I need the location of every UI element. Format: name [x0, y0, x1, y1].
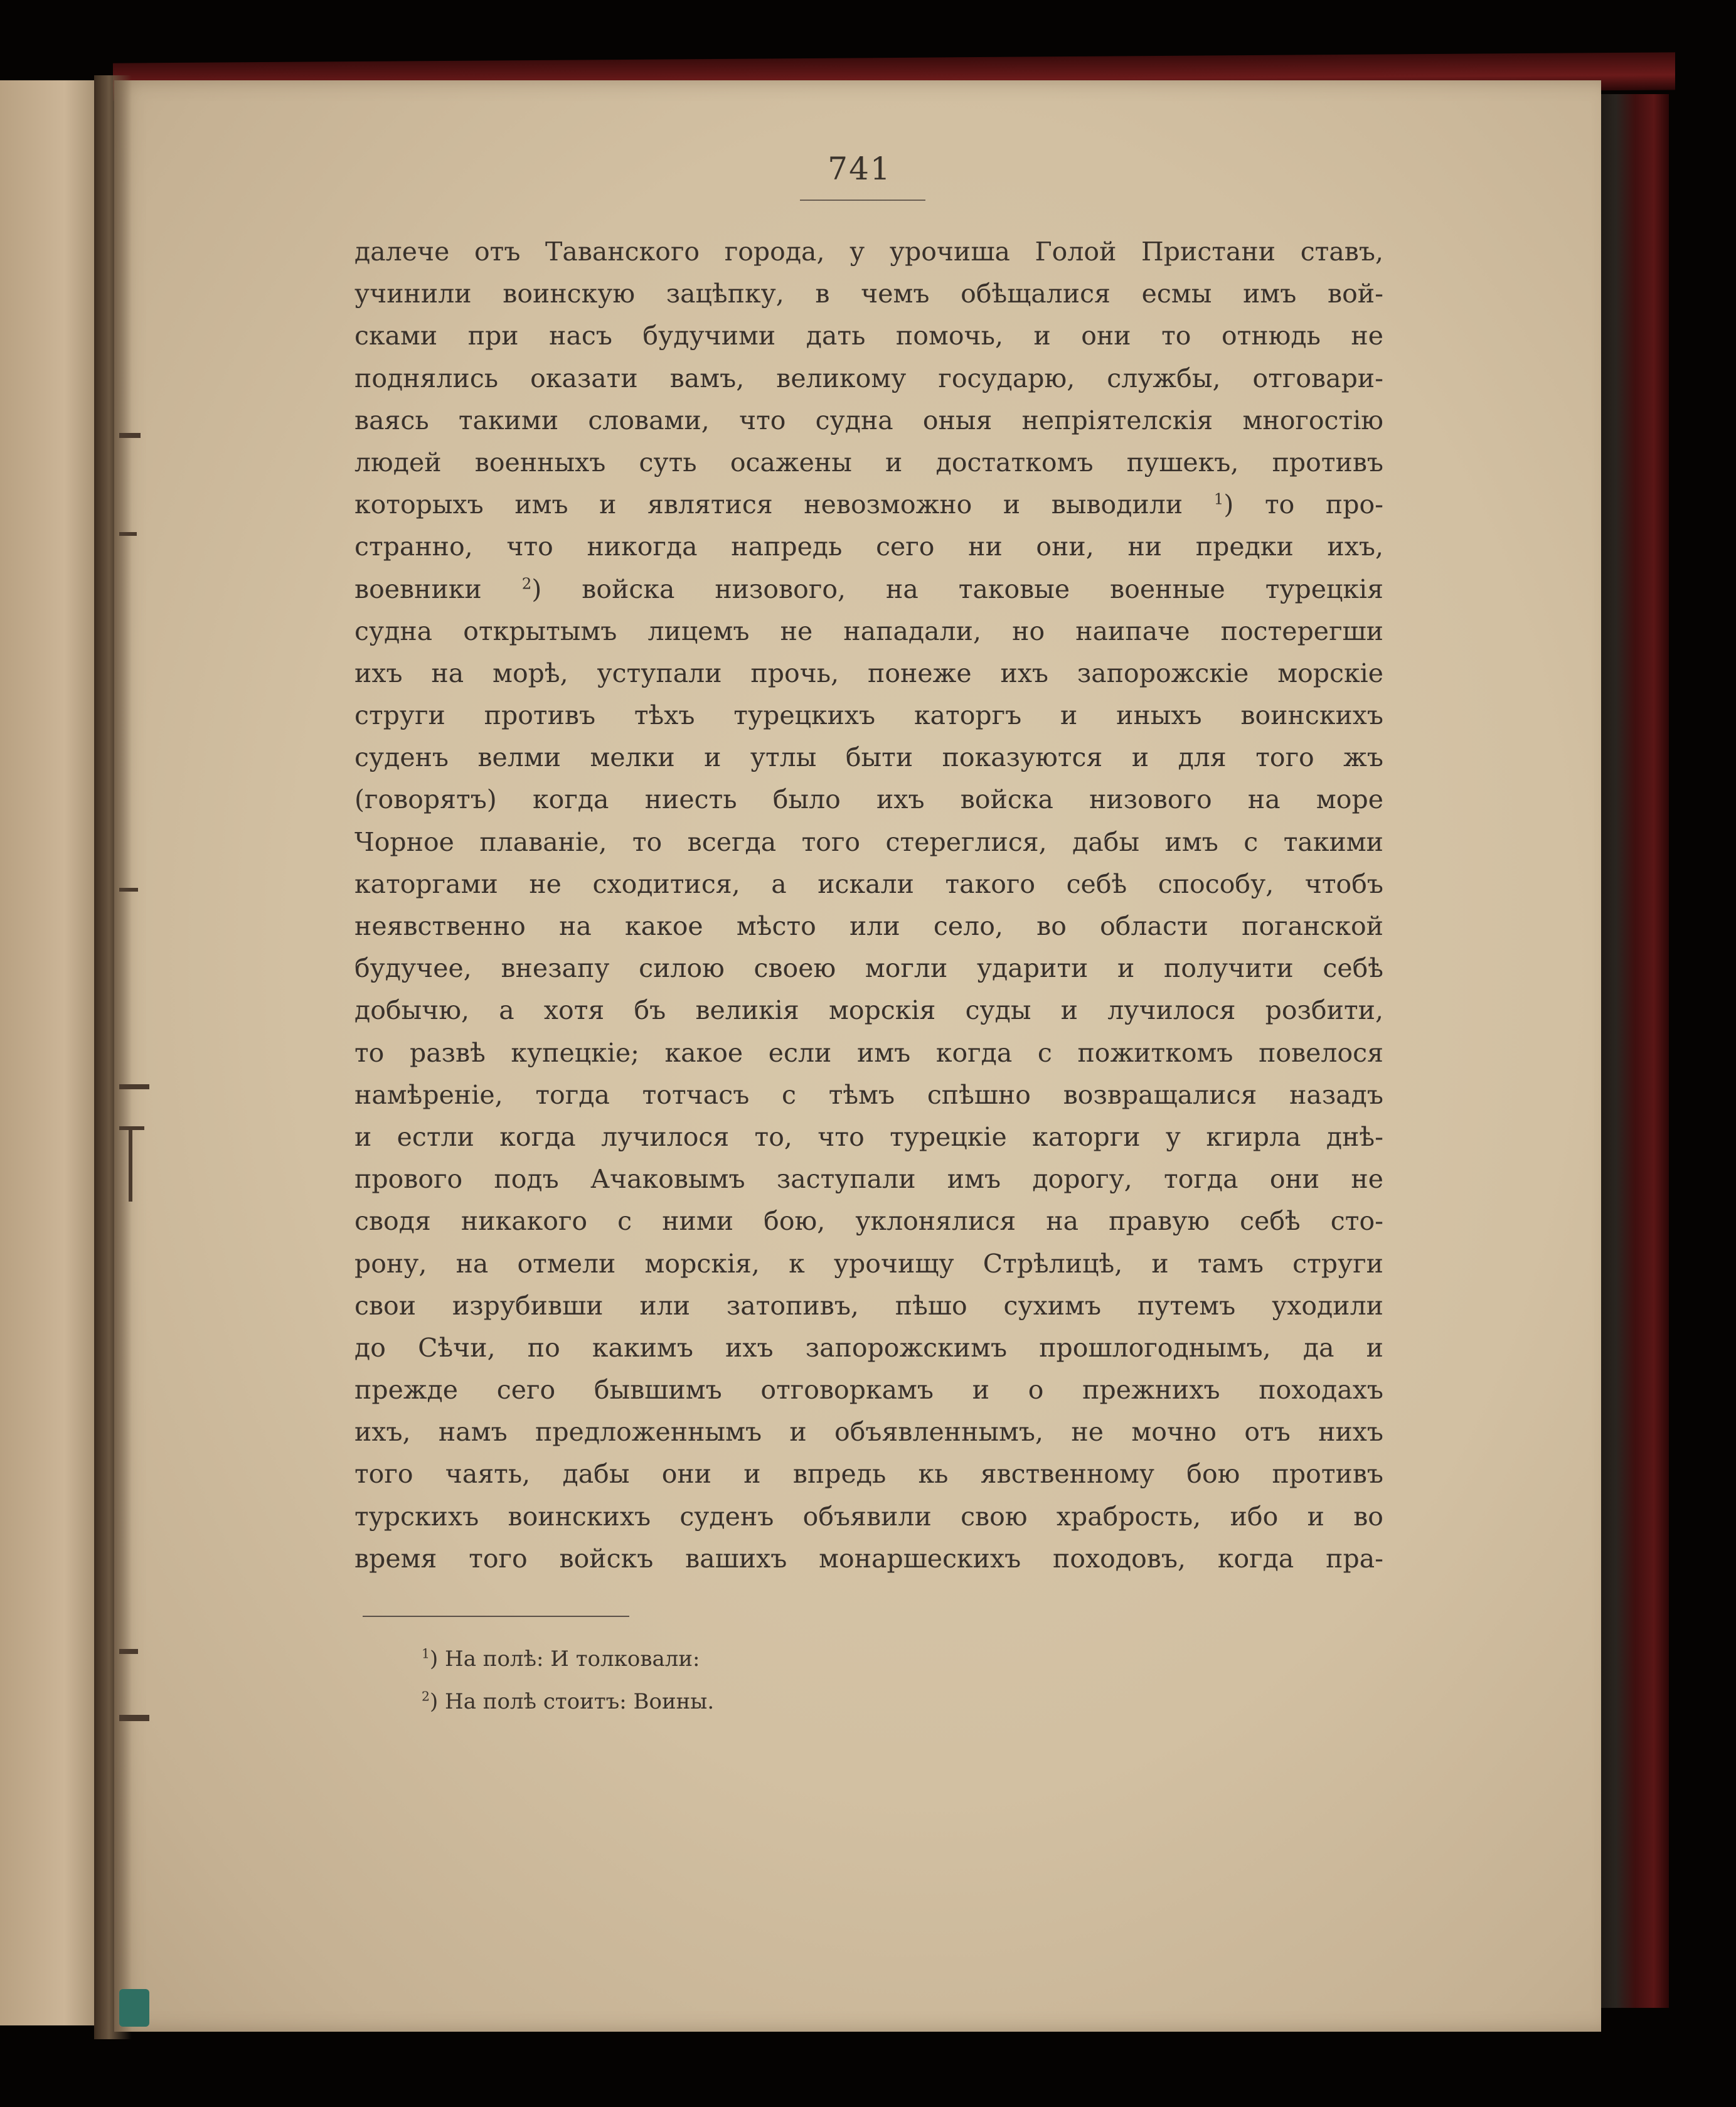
text-line: сками при насъ будучими дать помочь, и они то отнюдь не — [354, 321, 1383, 351]
text-line: добычю, а хотя бъ великія морскія суды и лучилося розбити, — [354, 995, 1383, 1026]
text-line: людей военныхъ суть осажены и достаткомъ пушекъ, противъ — [354, 447, 1383, 477]
cover-binding-right — [1594, 94, 1669, 2008]
text-line: то развѣ купецкіе; какое если имъ когда с пожиткомъ повелося — [354, 1037, 1383, 1068]
text-line — [354, 568, 1383, 611]
text-line: и естли когда лучилося то, что турецкіе каторги у кгирла днѣ- — [354, 1121, 1383, 1152]
margin-mark — [119, 433, 141, 438]
text-line: учинили воинскую зацѣпку, в чемъ обѣщалися есмы имъ вой- — [354, 279, 1383, 309]
text-line: струги противъ тѣхъ турецкихъ каторгъ и иныхъ воинскихъ — [354, 700, 1383, 731]
text-line: каторгами не сходитися, а искали такого себѣ способу, чтобъ — [354, 868, 1383, 899]
text-line: до Сѣчи, по какимъ ихъ запорожскимъ прошлогоднымъ, да и — [354, 1332, 1383, 1363]
text-line: судна открытымъ лицемъ не нападали, но наипаче постерегши — [354, 616, 1383, 646]
footnote-rule — [363, 1616, 629, 1617]
text-line: сводя никакого с ними бою, уклонялися на правую себѣ сто- — [354, 1206, 1383, 1237]
footnote-text: ) На полѣ стоитъ: Воины. — [429, 1689, 715, 1714]
margin-mark — [119, 532, 137, 536]
text-line: поднялись оказати вамъ, великому государю, службы, отговари- — [354, 363, 1383, 393]
text-line: странно, что никогда напредь сего ни они, ни предки ихъ, — [354, 531, 1383, 562]
text-line: ваясь такими словами, что судна оныя непріятелскія многостію — [354, 405, 1383, 435]
previous-page-edge — [0, 80, 108, 2025]
margin-mark — [119, 1649, 138, 1654]
margin-mark — [119, 888, 138, 892]
page-number-rule — [800, 200, 925, 201]
text-line: свои изрубивши или затопивъ, пѣшо сухимъ путемъ уходили — [354, 1290, 1383, 1321]
text-line: будучее, внезапу силою своею могли ударити и получити себѣ — [354, 953, 1383, 984]
page-number: 741 — [828, 151, 892, 187]
line-text: воевники — [354, 573, 522, 604]
margin-mark — [119, 1084, 149, 1089]
line-text: ) то про- — [1223, 489, 1383, 520]
footnote-marker: 1 — [422, 1646, 430, 1662]
text-line — [354, 484, 1383, 526]
footnote-text: ) На полѣ: И толковали: — [429, 1646, 700, 1672]
footnote-ref: 2 — [521, 573, 532, 592]
text-line: намѣреніе, тогда тотчасъ с тѣмъ спѣшно возвращалися назадъ — [354, 1079, 1383, 1110]
text-line: суденъ велми мелки и утлы быти показуются и для того жъ — [354, 742, 1383, 773]
text-line: ихъ на морѣ, уступали прочь, понеже ихъ запорожскіе морскіе — [354, 658, 1383, 688]
line-text: которыхъ имъ и являтися невозможно и выводили — [354, 489, 1214, 520]
margin-mark — [119, 1715, 149, 1721]
text-line: ихъ, намъ предложеннымъ и объявленнымъ, не мочно отъ нихъ — [354, 1417, 1383, 1448]
footnotes — [422, 1638, 714, 1723]
text-line: неявственно на какое мѣсто или село, во области поганской — [354, 911, 1383, 941]
margin-mark — [129, 1126, 132, 1202]
text-line: того чаять, дабы они и впредь кь явственному бою противъ — [354, 1459, 1383, 1490]
footnote-ref: 1 — [1213, 489, 1224, 508]
line-text: ) войска низового, на таковые военные турецкія — [531, 573, 1383, 604]
text-line: турскихъ воинскихъ суденъ объявили свою храбрость, ибо и во — [354, 1501, 1383, 1532]
footnote — [422, 1680, 714, 1723]
text-line: прового подъ Ачаковымъ заступали имъ дорогу, тогда они не — [354, 1164, 1383, 1195]
bookmark-tab — [119, 1989, 149, 2027]
body-text — [354, 231, 1383, 1580]
text-line: прежде сего бывшимъ отговоркамъ и о прежнихъ походахъ — [354, 1375, 1383, 1406]
spine-shadow — [94, 75, 132, 2039]
text-line: (говорятъ) когда ниесть было ихъ войска низового на море — [354, 784, 1383, 815]
text-line: Чорное плаваніе, то всегда того стереглися, дабы имъ с такими — [354, 826, 1383, 857]
footnote-marker: 2 — [422, 1688, 430, 1704]
text-line: рону, на отмели морскія, к урочищу Стрѣлицѣ, и тамъ струги — [354, 1248, 1383, 1279]
footnote — [422, 1638, 714, 1680]
text-line: время того войскъ вашихъ монаршескихъ походовъ, когда пра- — [354, 1543, 1383, 1574]
text-line: далече отъ Таванского города, у урочиша Голой Пристани ставъ, — [354, 237, 1383, 267]
